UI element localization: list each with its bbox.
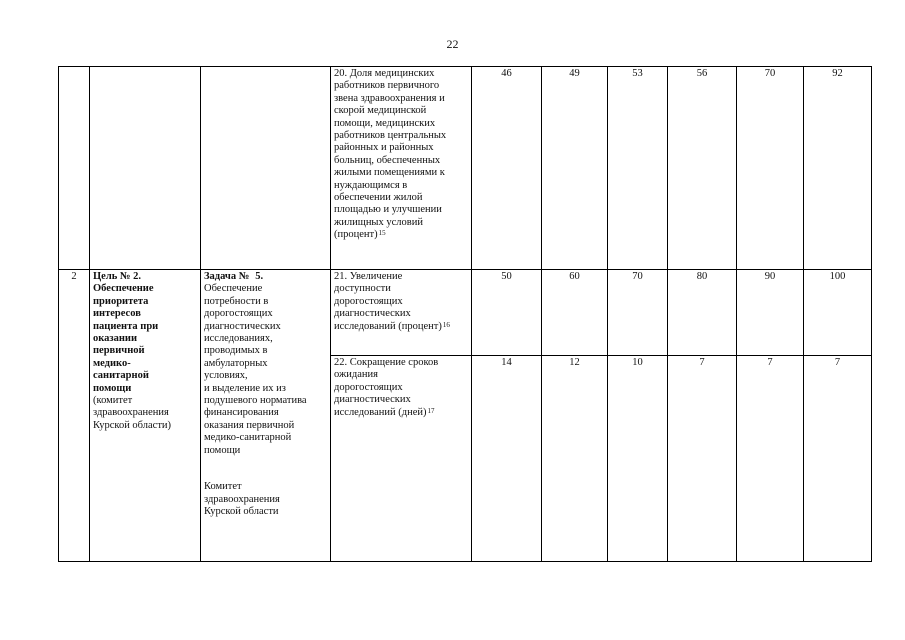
indicator-line: 20. Доля медицинских <box>334 68 435 79</box>
goal-responsible-line: Курской области) <box>93 419 172 431</box>
task-title <box>204 271 327 283</box>
goal-responsible-line: (комитет <box>93 395 133 407</box>
indicator-line: ожидания <box>334 369 378 381</box>
value-cell: 92 <box>804 67 872 270</box>
indicator-line-text: исследований (дней) <box>334 406 427 418</box>
footnote-mark: 15 <box>378 229 386 238</box>
spacer <box>204 457 327 481</box>
footnote-mark: 16 <box>442 320 450 329</box>
value-cell: 80 <box>668 270 737 356</box>
indicator-line: диагностических <box>334 394 411 406</box>
value-cell: 90 <box>737 270 804 356</box>
indicator-line: 22. Сокращение сроков <box>334 357 439 368</box>
value-cell: 10 <box>608 356 668 562</box>
indicator-line <box>334 321 468 333</box>
task-responsible-line: здравоохранения <box>204 493 280 505</box>
value-cell: 7 <box>668 356 737 562</box>
goal-line: Обеспечение <box>93 283 154 295</box>
value-cell: 50 <box>472 270 542 356</box>
value-cell: 60 <box>542 270 608 356</box>
task-line: оказания первичной <box>204 419 295 431</box>
goal-line: помощи <box>93 382 132 394</box>
value-cell: 46 <box>472 67 542 270</box>
value-cell: 53 <box>608 67 668 270</box>
task-line: условиях, <box>204 370 248 382</box>
task-line: диагностических <box>204 320 281 332</box>
task-responsible-line: Комитет <box>204 481 242 493</box>
goal-title: Цель № 2. <box>93 271 141 282</box>
task-line: потребности в <box>204 295 269 307</box>
indicator-line: жилищных условий <box>334 216 423 228</box>
indicator-line: районных и районных <box>334 142 434 154</box>
value-cell: 70 <box>608 270 668 356</box>
indicator-line: жилыми помещениями к <box>334 167 445 179</box>
indicator-line-text: (процент) <box>334 229 378 241</box>
goal-cell <box>90 270 201 562</box>
goal-line: пациента при <box>93 320 159 332</box>
row-number-cell <box>59 67 90 270</box>
indicator-line <box>334 407 468 419</box>
value-cell: 56 <box>668 67 737 270</box>
task-line: проводимых в <box>204 345 268 357</box>
indicator-cell <box>331 270 472 356</box>
task-line: дорогостоящих <box>204 308 273 320</box>
indicator-line: дорогостоящих <box>334 381 403 393</box>
value-cell: 7 <box>737 356 804 562</box>
table-row <box>59 67 872 270</box>
value-cell: 70 <box>737 67 804 270</box>
indicator-cell <box>331 356 472 562</box>
task-responsible-line: Курской области <box>204 505 279 517</box>
task-line: исследованиях, <box>204 333 273 345</box>
indicator-line: звена здравоохранения и <box>334 92 445 104</box>
indicator-line: обеспечении жилой <box>334 192 423 204</box>
task-cell <box>201 270 331 562</box>
indicator-line: работников первичного <box>334 80 440 92</box>
indicator-line: помощи, медицинских <box>334 117 436 129</box>
indicator-cell <box>331 67 472 270</box>
task-cell <box>201 67 331 270</box>
indicator-line: работников центральных <box>334 130 447 142</box>
task-line: финансирования <box>204 407 279 419</box>
indicator-line: больниц, обеспеченных <box>334 154 441 166</box>
indicator-line: площадью и улучшении <box>334 204 442 216</box>
task-line: амбулаторных <box>204 357 268 369</box>
task-line: и выделение их из <box>204 382 286 394</box>
task-line: подушевого норматива <box>204 395 307 407</box>
task-title-number: 5. <box>255 271 264 282</box>
value-cell: 14 <box>472 356 542 562</box>
goal-line: приоритета <box>93 295 149 307</box>
value-cell: 49 <box>542 67 608 270</box>
goal-line: оказании <box>93 333 138 345</box>
goal-responsible-line: здравоохранения <box>93 407 169 419</box>
row-number-cell: 2 <box>59 270 90 562</box>
indicators-table <box>58 66 872 562</box>
indicator-line: скорой медицинской <box>334 105 427 117</box>
indicator-line <box>334 229 468 241</box>
indicator-line: 21. Увеличение <box>334 271 403 282</box>
goal-line: медико- <box>93 357 131 369</box>
task-line: медико-санитарной <box>204 432 292 444</box>
table-row <box>59 270 872 356</box>
indicator-line: дорогостоящих <box>334 295 403 307</box>
goal-line: первичной <box>93 345 145 357</box>
page-number: 22 <box>446 37 459 51</box>
indicator-line-text: исследований (процент) <box>334 320 442 332</box>
value-cell: 7 <box>804 356 872 562</box>
footnote-mark: 17 <box>427 406 435 415</box>
indicator-line: диагностических <box>334 308 411 320</box>
indicator-line: нуждающимся в <box>334 179 408 191</box>
indicator-line: доступности <box>334 283 391 295</box>
value-cell: 12 <box>542 356 608 562</box>
task-line: помощи <box>204 444 241 456</box>
goal-cell <box>90 67 201 270</box>
goal-line: санитарной <box>93 370 149 382</box>
value-cell: 100 <box>804 270 872 356</box>
goal-line: интересов <box>93 308 141 320</box>
task-line: Обеспечение <box>204 283 263 295</box>
task-title-prefix: Задача № <box>204 271 250 282</box>
